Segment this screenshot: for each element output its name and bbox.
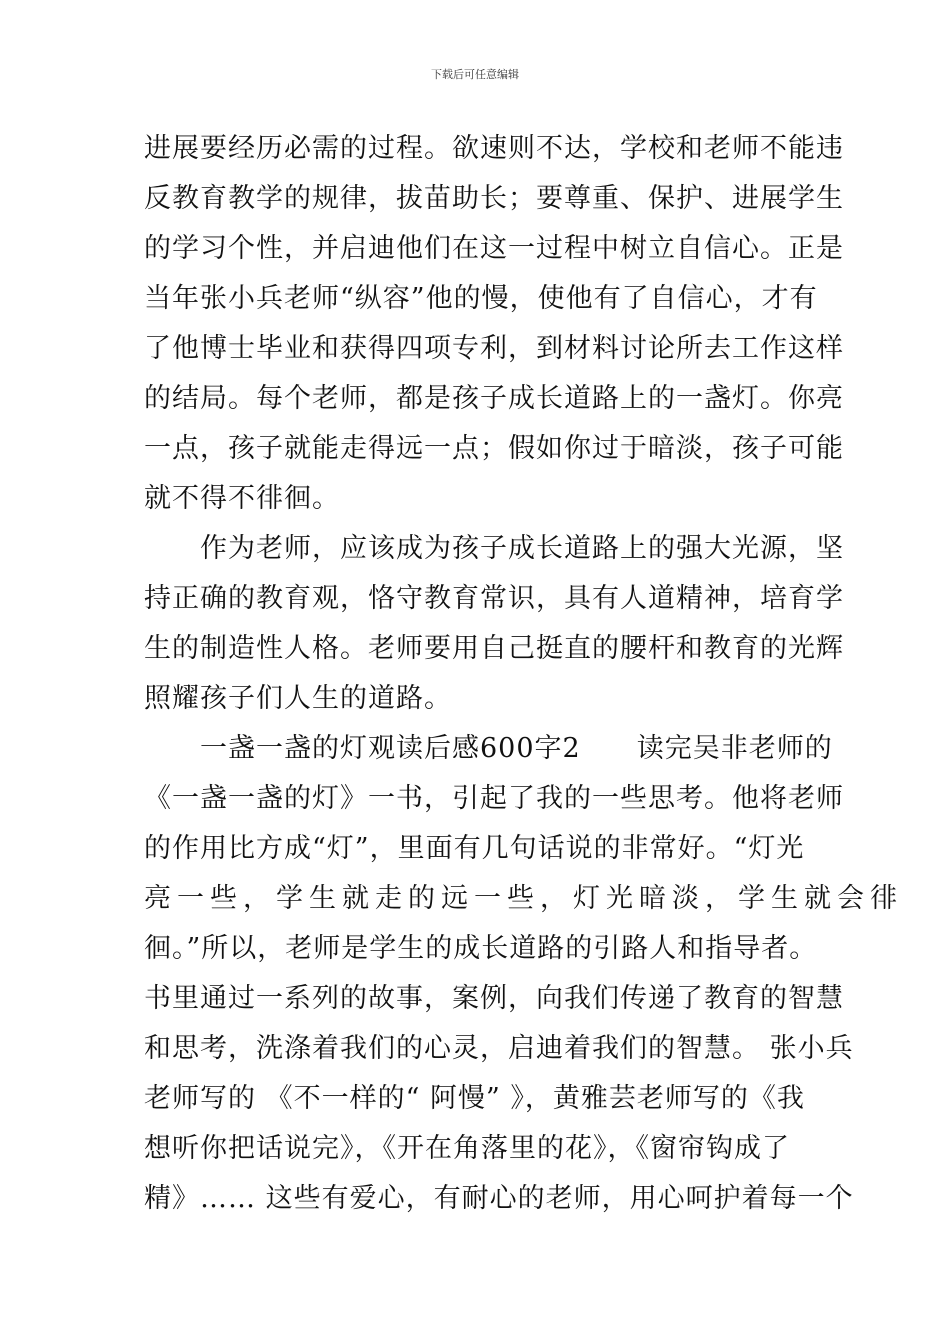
text-line: 反教育教学的规律，拔苗助长；要尊重、保护、进展学生 — [144, 183, 844, 214]
text-line: 作为老师，应该成为孩子成长道路上的强大光源，坚 — [144, 533, 844, 564]
text-line: 精》…… 这些有爱心，有耐心的老师，用心呵护着每一个 — [144, 1183, 854, 1214]
text-line: 一点，孩子就能走得远一点；假如你过于暗淡，孩子可能 — [144, 433, 844, 464]
text-line: 和思考，洗涤着我们的心灵，启迪着我们的智慧。 张小兵 — [144, 1033, 854, 1064]
page-header: 下载后可任意编辑 — [431, 68, 519, 81]
text-line: 的学习个性，并启迪他们在这一过程中树立自信心。正是 — [144, 233, 844, 264]
text-line: 就不得不徘徊。 — [144, 483, 340, 514]
text-line: 进展要经历必需的过程。欲速则不达，学校和老师不能违 — [144, 133, 844, 164]
text-line: 书里通过一系列的故事，案例，向我们传递了教育的智慧 — [144, 983, 844, 1014]
text-line: 徊。”所以，老师是学生的成长道路的引路人和指导者。 — [144, 933, 818, 964]
text-line: 老师写的 《不一样的“ 阿慢” 》，黄雅芸老师写的《我 — [144, 1083, 805, 1114]
text-line: 的结局。每个老师，都是孩子成长道路上的一盏灯。你亮 — [144, 383, 844, 414]
text-line: 生的制造性人格。老师要用自己挺直的腰杆和教育的光辉 — [144, 633, 844, 664]
text-line: 当年张小兵老师“纵容”他的慢，使他有了自信心，才有 — [144, 283, 818, 314]
text-line: 《一盏一盏的灯》一书，引起了我的一些思考。他将老师 — [144, 783, 844, 814]
text-line: 亮一些，学生就走的远一些，灯光暗淡，学生就会徘 — [144, 883, 903, 914]
text-line: 想听你把话说完》，《开在角落里的花》，《窗帘钩成了 — [144, 1133, 790, 1164]
text-line: 持正确的教育观，恪守教育常识，具有人道精神，培育学 — [144, 583, 844, 614]
text-line: 照耀孩子们人生的道路。 — [144, 683, 452, 714]
text-line: 一盏一盏的灯观读后感600字2 读完吴非老师的 — [144, 733, 833, 764]
text-line: 了他博士毕业和获得四项专利，到材料讨论所去工作这样 — [144, 333, 844, 364]
text-line: 的作用比方成“灯”，里面有几句话说的非常好。“灯光 — [144, 833, 805, 864]
